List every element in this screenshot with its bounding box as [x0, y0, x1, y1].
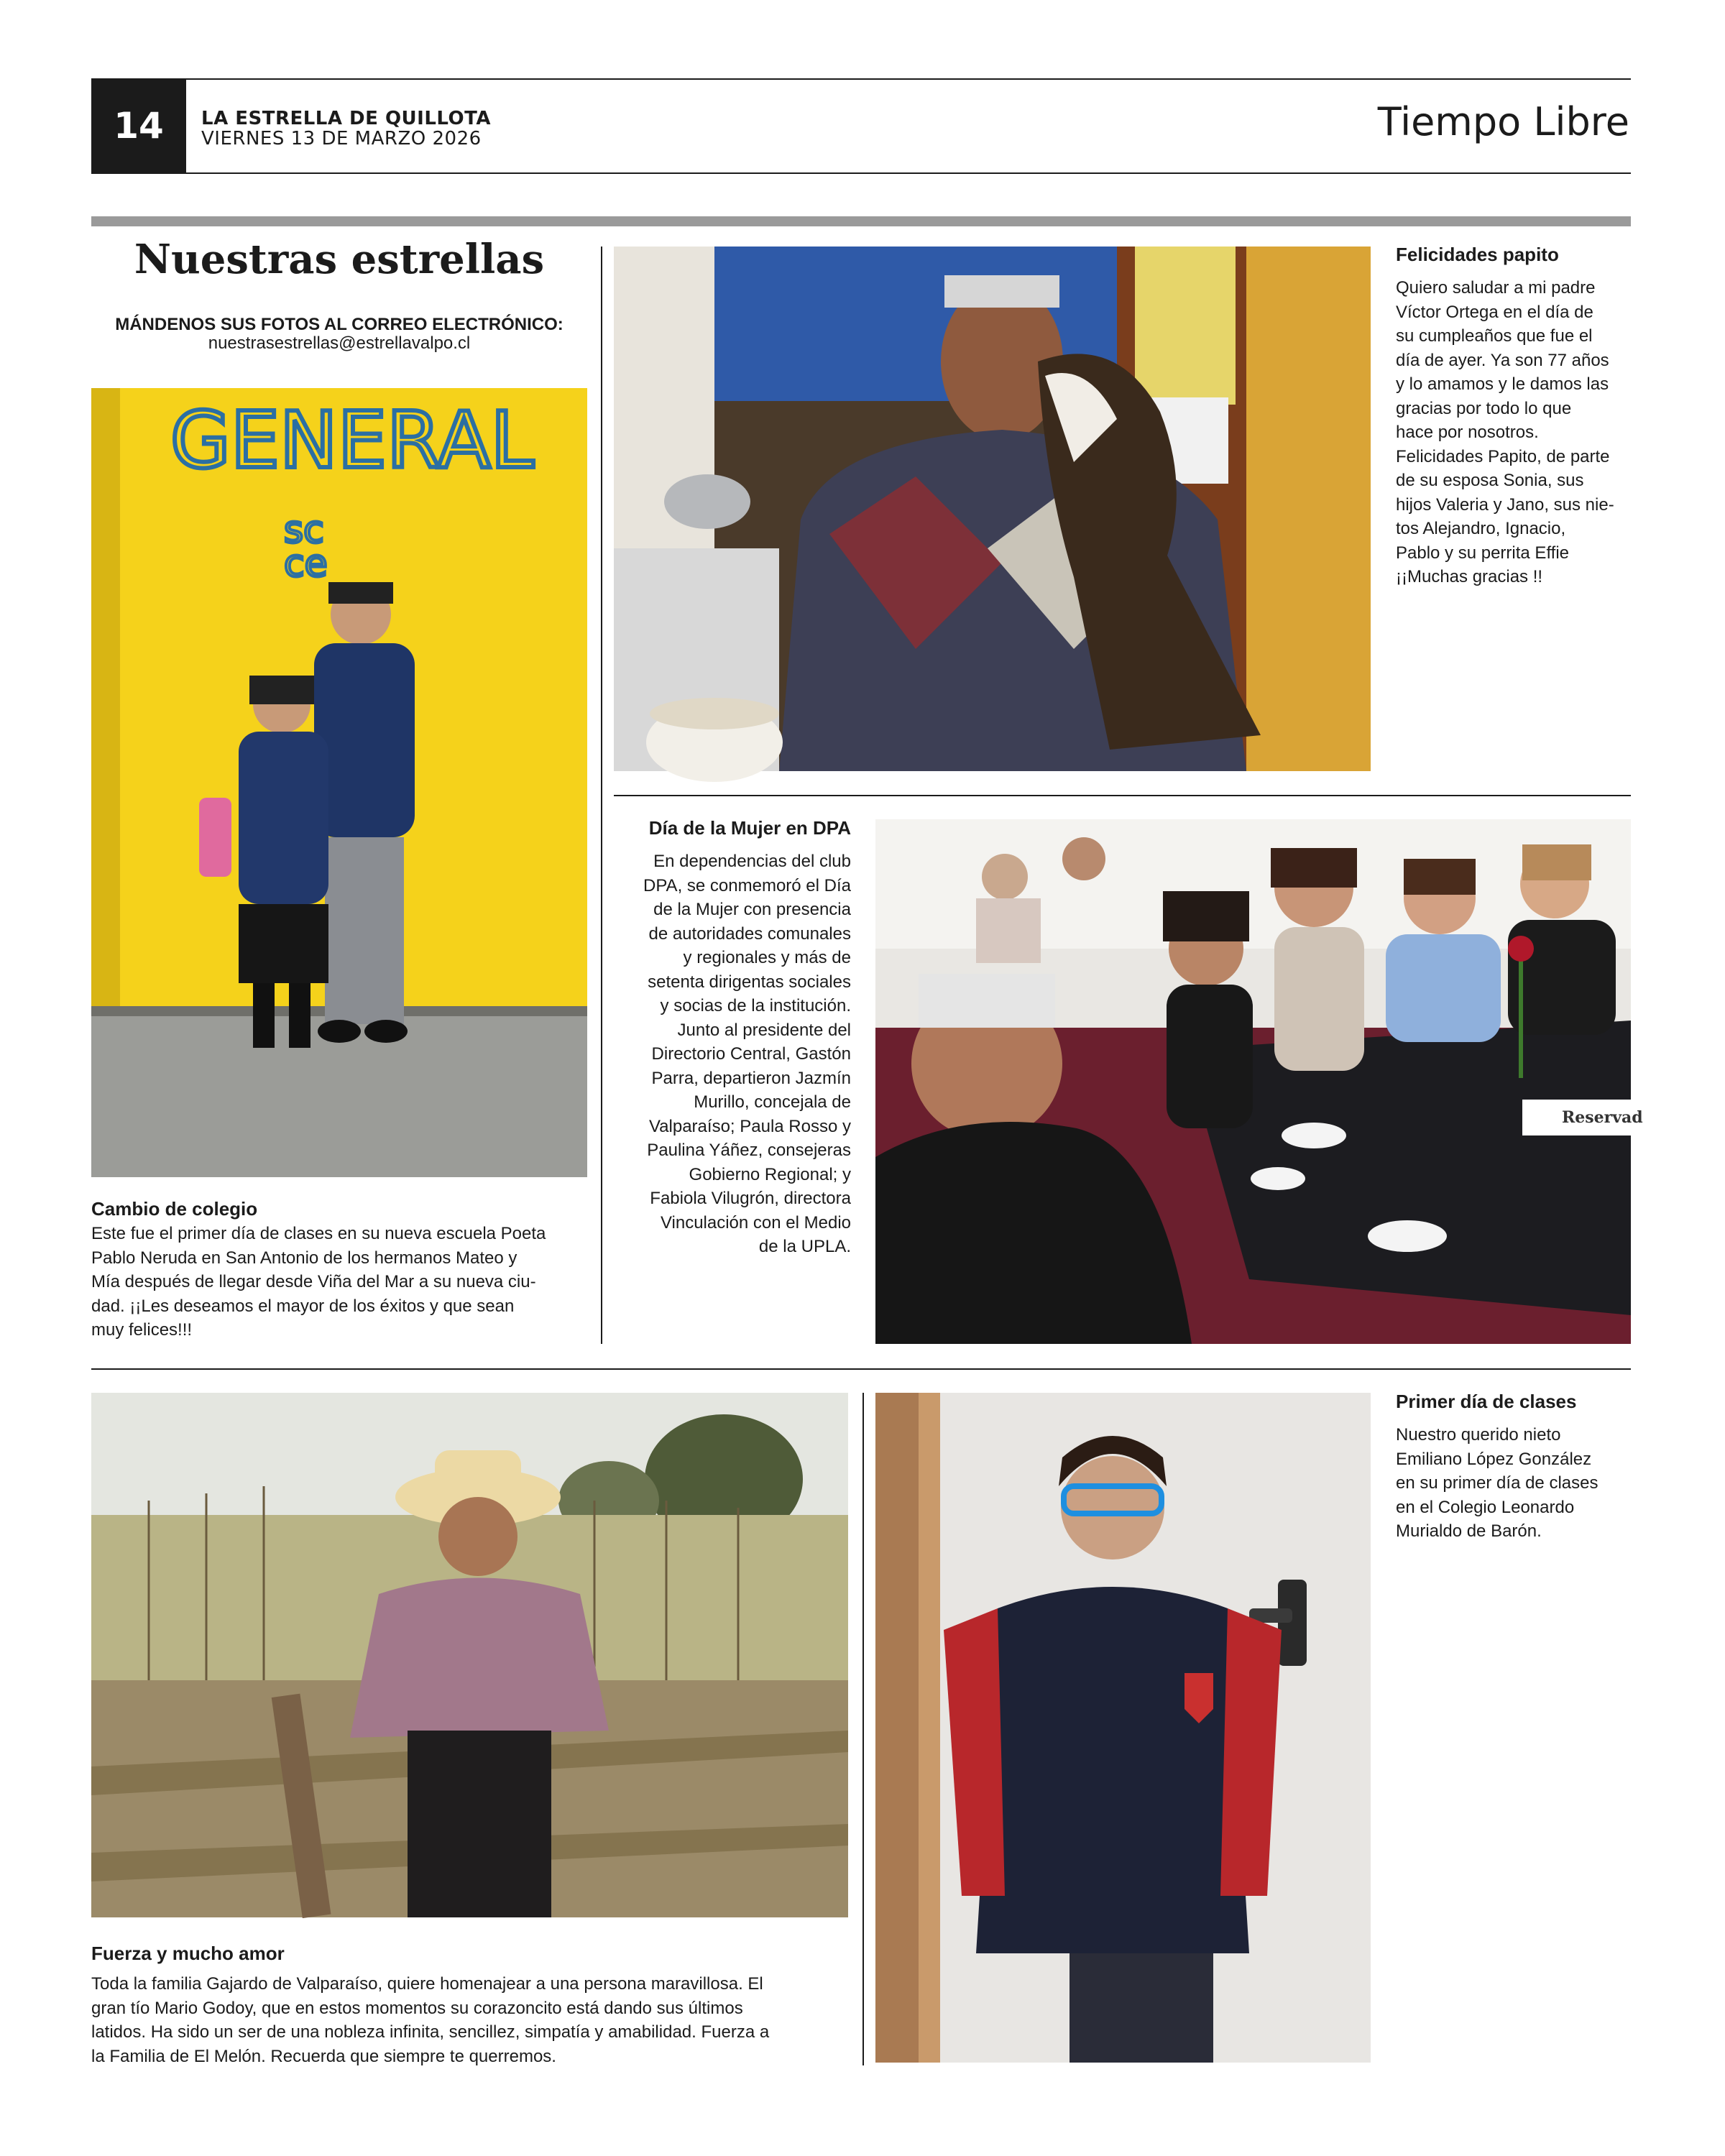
body-line: en el Colegio Leonardo — [1396, 1497, 1575, 1517]
body-line: Fabiola Vilugrón, directora — [650, 1189, 851, 1208]
body-line: Valparaíso; Paula Rosso y — [648, 1116, 851, 1136]
body-line: y socias de la institución. — [660, 996, 851, 1015]
body-line: hace por nosotros. — [1396, 423, 1539, 442]
photo-dia-de-la-mujer — [875, 819, 1643, 1344]
send-photos-label: MÁNDENOS SUS FOTOS AL CORREO ELECTRÓNICO: — [115, 315, 564, 334]
body-line: Toda la familia Gajardo de Valparaíso, quiere homenajear a una persona maravillosa. El — [91, 1974, 763, 1994]
body-line: Emiliano López González — [1396, 1449, 1592, 1469]
wall-sign-text: GENERAL — [170, 396, 534, 486]
column-rule — [601, 247, 602, 1344]
story-separator — [614, 795, 1631, 796]
body-line: y regionales y más de — [683, 948, 851, 967]
body-line: Quiero saludar a mi padre — [1396, 278, 1596, 298]
svg-text:sc: sc — [284, 509, 324, 552]
body-line: Felicidades Papito, de parte — [1396, 446, 1610, 466]
photo-fuerza-y-mucho-amor — [91, 1393, 848, 1917]
body-line: gran tío Mario Godoy, que en estos momentos su corazoncito está dando sus últimos — [91, 1998, 743, 2018]
body-line: setenta dirigentas sociales — [648, 972, 851, 992]
story-title-primer: Primer día de clases — [1396, 1391, 1577, 1412]
body-line: Directorio Central, Gastón — [651, 1044, 851, 1064]
body-line: DPA, se conmemoró el Día — [643, 875, 851, 895]
section-separator — [91, 1368, 1631, 1370]
body-line: Murillo, concejala de — [694, 1092, 851, 1112]
body-line: latidos. Ha sido un ser de una nobleza infinita, sencillez, simpatía y amabilidad. Fuerza a — [91, 2022, 770, 2042]
page-title: Nuestras estrellas — [134, 236, 545, 283]
story-body-cambio — [91, 1222, 587, 1342]
story-title-cambio: Cambio de colegio — [91, 1198, 258, 1220]
body-line: día de ayer. Ya son 77 años — [1396, 350, 1609, 370]
story-title-felicidades: Felicidades papito — [1396, 244, 1559, 265]
story-title-fuerza: Fuerza y mucho amor — [91, 1943, 285, 1964]
body-line: de autoridades comunales — [648, 923, 851, 944]
body-line: Junto al presidente del — [677, 1020, 851, 1040]
body-line: Gobierno Regional; y — [689, 1164, 851, 1184]
body-line: hijos Valeria y Jano, sus nie- — [1396, 494, 1614, 515]
story-body-primer — [1396, 1423, 1633, 1544]
section-band — [91, 216, 1631, 226]
body-line: gracias por todo lo que — [1396, 398, 1572, 418]
body-line: Paulina Yáñez, consejeras — [647, 1141, 851, 1160]
body-line: muy felices!!! — [91, 1320, 193, 1340]
body-line: En dependencias del club — [653, 852, 851, 871]
photo-felicidades-papito — [614, 247, 1371, 771]
body-line: tos Alejandro, Ignacio, — [1396, 519, 1566, 538]
story-title-mujer: Día de la Mujer en DPA — [648, 817, 851, 839]
body-line: Parra, departieron Jazmín — [651, 1068, 851, 1088]
email-address[interactable]: nuestrasestrellas@estrellavalpo.cl — [208, 333, 471, 353]
header-bottom-rule — [91, 172, 1631, 174]
body-line: Pablo y su perrita Effie — [1396, 543, 1570, 563]
body-line: la Familia de El Melón. Recuerda que siempre te querremos. — [91, 2046, 556, 2066]
body-line: en su primer día de clases — [1396, 1473, 1598, 1493]
body-line: dad. ¡¡Les deseamos el mayor de los éxitos y que sean — [91, 1296, 515, 1316]
body-line: y lo amamos y le damos las — [1396, 374, 1609, 394]
body-line: de su esposa Sonia, sus — [1396, 471, 1584, 490]
header-top-rule — [91, 78, 1631, 80]
body-line: Pablo Neruda en San Antonio de los hermanos Mateo y — [91, 1248, 518, 1268]
issue-date: VIERNES 13 DE MARZO 2026 — [201, 128, 482, 149]
body-line: Murialdo de Barón. — [1396, 1521, 1542, 1541]
body-line: de la UPLA. — [758, 1237, 851, 1256]
newspaper-name: LA ESTRELLA DE QUILLOTA — [201, 108, 491, 129]
body-line: su cumpleaños que fue el — [1396, 326, 1593, 346]
photo-primer-dia-de-clases — [875, 1393, 1371, 2063]
story-body-mujer — [614, 849, 851, 1259]
page-number: 14 — [91, 78, 186, 173]
body-line: Nuestro querido nieto — [1396, 1425, 1561, 1445]
svg-text:ce: ce — [284, 543, 328, 586]
body-line: Mía después de llegar desde Viña del Mar a su nueva ciu- — [91, 1272, 536, 1291]
body-line: Víctor Ortega en el día de — [1396, 302, 1593, 322]
body-line: Este fue el primer día de clases en su nueva escuela Poeta — [91, 1224, 546, 1243]
story-body-felicidades — [1396, 276, 1633, 589]
story-body-fuerza — [91, 1972, 853, 2068]
column-rule — [862, 1393, 864, 2065]
table-card-text: Reservad — [1562, 1108, 1643, 1127]
body-line: ¡¡Muchas gracias !! — [1396, 567, 1543, 586]
section-title: Tiempo Libre — [1377, 99, 1629, 144]
body-line: Vinculación con el Medio — [660, 1212, 851, 1233]
photo-cambio-de-colegio — [91, 388, 587, 1177]
body-line: de la Mujer con presencia — [653, 900, 851, 919]
